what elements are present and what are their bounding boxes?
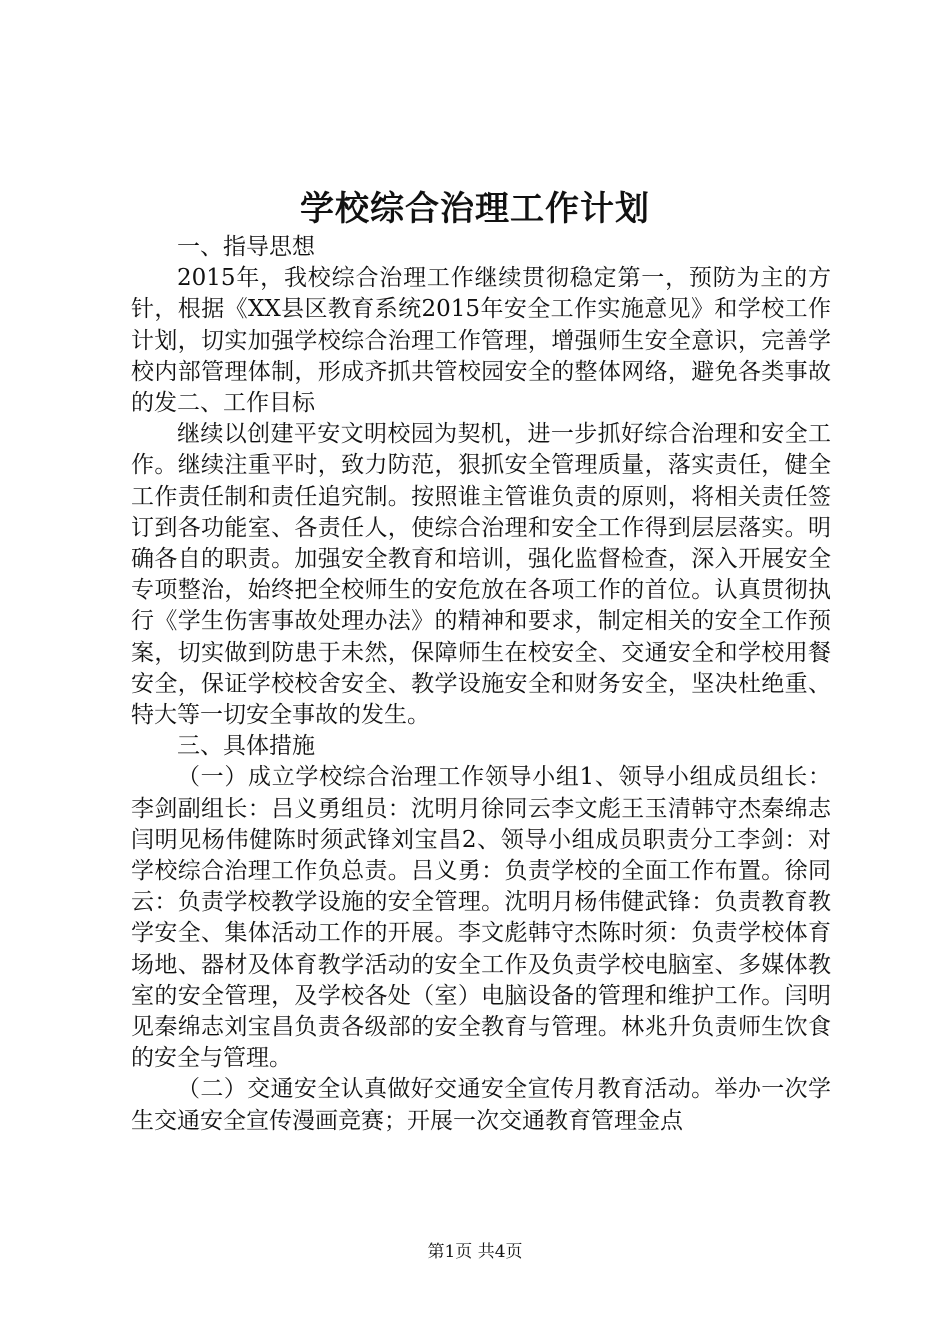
page-title: 学校综合治理工作计划 [300, 189, 650, 229]
section-heading: 三、具体措施 [177, 733, 315, 760]
document-body [131, 232, 831, 1137]
paragraph: 继续以创建平安文明校园为契机，进一步抓好综合治理和安全工作。继续注重平时，致力防范，狠抓安全管理质量，落实责任，健全工作责任制和责任追究制。按照谁主管谁负责的原则，将相关责任签订到各功能室、各责任人，使综合治理和安全工作得到层层落实。明确各自的职责。加强安全教育和培训，强化监督检查，深入开展安全专项整治，始终把全校师生的安危放在各项工作的首位。认真贯彻执行《学生伤害事故处理办法》的精神和要求，制定相关的安全工作预案，切实做到防患于未然，保障师生在校安全、交通安全和学校用餐安全，保证学校校舍安全、教学设施安全和财务安全，坚决杜绝重、特大等一切安全事故的发生。 [131, 421, 831, 729]
paragraph: （一）成立学校综合治理工作领导小组1、领导小组成员组长：李剑副组长：吕义勇组员：沈明月徐同云李文彪王玉清韩守杰秦绵志闫明见杨伟健陈时须武锋刘宝昌2、领导小组成员职责分工李剑：对学校综合治理工作负总责。吕义勇：负责学校的全面工作布置。徐同云：负责学校教学设施的安全管理。沈明月杨伟健武锋：负责教育教学安全、集体活动工作的开展。李文彪韩守杰陈时须：负责学校体育场地、器材及体育教学活动的安全工作及负责学校电脑室、多媒体教室的安全管理，及学校各处（室）电脑设备的管理和维护工作。闫明见秦绵志刘宝昌负责各级部的安全教育与管理。林兆升负责师生饮食的安全与管理。 [131, 764, 831, 1072]
paragraph: （二）交通安全认真做好交通安全宣传月教育活动。举办一次学生交通安全宣传漫画竞赛；开展一次交通教育管理金点 [131, 1076, 831, 1134]
page-footer: 第1页 共4页 [427, 1242, 523, 1262]
paragraph: 2015年，我校综合治理工作继续贯彻稳定第一，预防为主的方针，根据《XX县区教育系统2015年安全工作实施意见》和学校工作计划，切实加强学校综合治理工作管理，增强师生安全意识，完善学校内部管理体制，形成齐抓共管校园安全的整体网络，避免各类事故的发二、工作目标 [131, 265, 831, 417]
section-heading: 一、指导思想 [177, 234, 315, 260]
